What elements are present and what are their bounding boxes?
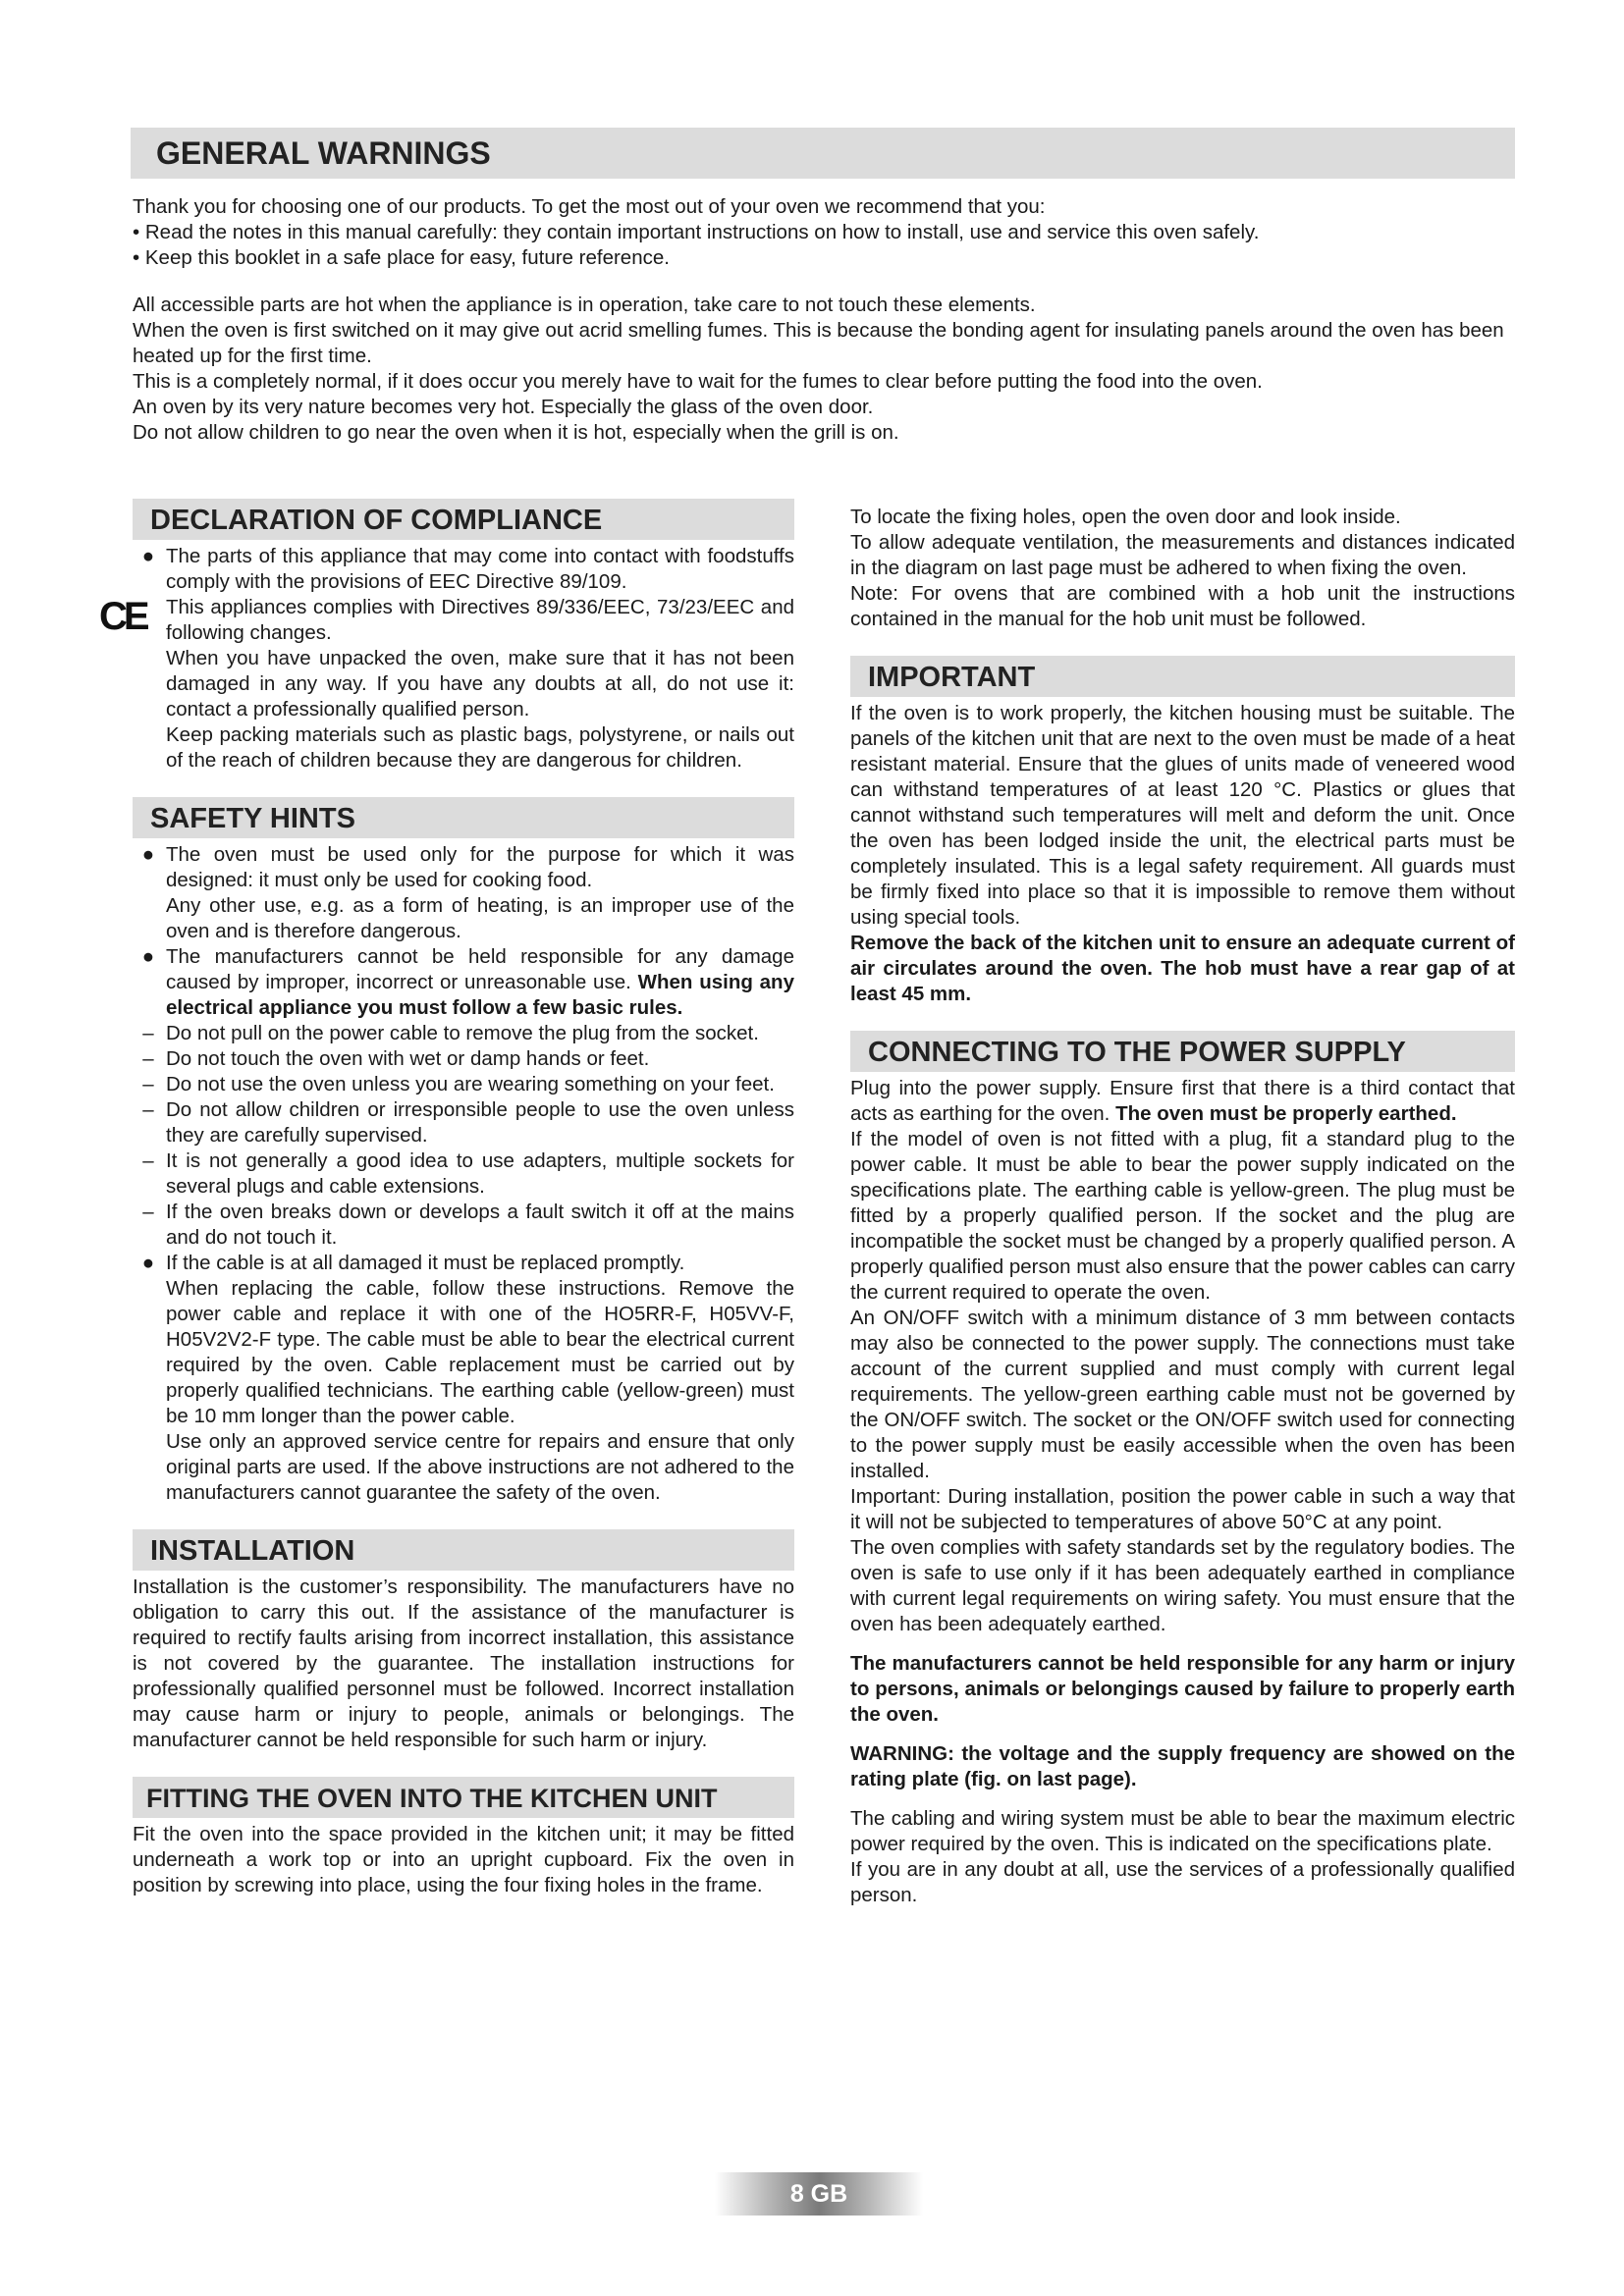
installation-section — [133, 1529, 794, 1753]
cable-text: When replacing the cable, follow these instructions. Remove the power cable and replace it with one of the HO5RR-F, H05VV-F, H05V2V2-F type. The cable must be able to bear the electrical current required by the oven. Cable replacement must be carried out by properly qualified technicians. The earthing cable (yellow-green) must be 10 mm longer than the power cable. — [166, 1277, 794, 1427]
safety-text: Any other use, e.g. as a form of heating, is an improper use of the oven and is therefore dangerous. — [166, 894, 794, 942]
safety-heading: SAFETY HINTS — [133, 797, 794, 838]
safety-rule: – Do not pull on the power cable to remove the plug from the socket. — [133, 1021, 794, 1046]
right-column — [850, 499, 1515, 1932]
important-text: If the oven is to work properly, the kitchen housing must be suitable. The panels of the kitchen unit that are next to the oven must be made of a heat resistant material. Ensure that the glues of units made of veneered wood can withstand temperatures of at least 120 °C. Plastics or glues that cannot withstand such temperatures will melt and deform the unit. Once the oven has been lodged inside the unit, the electrical parts must be completely insulated. This is a legal safety requirement. All guards must be firmly fixed into place so that it is impossible to remove them without using special tools. — [850, 702, 1515, 929]
compliance-section — [99, 499, 794, 774]
dash-icon: – — [142, 1073, 154, 1095]
cable-position-text: Important: During installation, position the power cable in such a way that it will not be subjected to temperatures of above 50°C at any point. — [850, 1485, 1515, 1533]
ventilation-text: To allow adequate ventilation, the measurements and distances indicated in the diagram on last page must be adhered to when fixing the oven. — [850, 531, 1515, 579]
compliance-bullet: ● The parts of this appliance that may come into contact with foodstuffs comply with the provisions of EEC Directive 89/109. — [133, 544, 794, 595]
fixing-text: To locate the fixing holes, open the oven door and look inside. — [850, 506, 1401, 528]
service-text: Use only an approved service centre for repairs and ensure that only original parts are used. If the above instructions are not adhered to the manufacturers cannot guarantee the safety of the oven. — [166, 1430, 794, 1504]
safety-section — [133, 797, 794, 1506]
bullet-icon: ● — [141, 945, 155, 968]
intro-bullet: • Keep this booklet in a safe place for easy, future reference. — [133, 246, 670, 269]
voltage-warning-text: WARNING: the voltage and the supply frequency are showed on the rating plate (fig. on last page). — [850, 1742, 1515, 1790]
ce-statement: CE This appliances complies with Directives 89/336/EEC, 73/23/EEC and following changes. — [99, 595, 794, 644]
warning-text: When the oven is first switched on it may give out acrid smelling fumes. This is because the bonding agent for insulating panels around the oven has been heated up for the first time. — [133, 319, 1504, 367]
ce-mark-icon: CE — [99, 595, 146, 638]
general-warnings-heading: GENERAL WARNINGS — [131, 128, 1515, 179]
safety-bullet: ● If the cable is at all damaged it must be replaced promptly. — [133, 1251, 794, 1276]
fitting-text: Fit the oven into the space provided in the kitchen unit; it may be fitted underneath a work top or into an upright cupboard. Fix the oven in position by screwing into place, using the four fixing holes in the frame. — [133, 1823, 794, 1896]
warning-text: This is a completely normal, if it does occur you merely have to wait for the fumes to clear before putting the food into the oven. — [133, 370, 1263, 393]
important-bold-text: Remove the back of the kitchen unit to ensure an adequate current of air circulates around the oven. The hob must have a rear gap of at least 45 mm. — [850, 932, 1515, 1005]
power-section — [850, 1031, 1515, 1908]
general-warnings-body — [133, 194, 1515, 446]
unpack-text: When you have unpacked the oven, make sure that it has not been damaged in any way. If you have any doubts at all, do not use it: contact a professionally qualified person. — [166, 647, 794, 721]
dash-icon: – — [142, 1149, 154, 1172]
warning-text: Do not allow children to go near the oven when it is hot, especially when the grill is on. — [133, 421, 899, 444]
safety-rule: – Do not allow children or irresponsible people to use the oven unless they are carefully supervised. — [133, 1097, 794, 1148]
installation-text: Installation is the customer’s responsibility. The manufacturers have no obligation to carry this out. If the assistance of the manufacturer is required to rectify faults arising from incorrect installation, this assistance is not covered by the guarantee. The installation instructions for professionally qualified personnel must be followed. Incorrect installation may cause harm or injury to people, animals or belongings. The manufacturer cannot be held responsible for such harm or injury. — [133, 1575, 794, 1751]
switch-text: An ON/OFF switch with a minimum distance of 3 mm between contacts may also be connected to the power supply. The connections must take account of the current supplied and must comply with current legal requirements. The yellow-green earthing cable must not be governed by the ON/OFF switch. The socket or the ON/OFF switch used for connecting to the power supply must be easily accessible when the oven has been installed. — [850, 1307, 1515, 1482]
power-heading: CONNECTING TO THE POWER SUPPLY — [850, 1031, 1515, 1072]
intro-bullet: • Read the notes in this manual carefully: they contain important instructions on how to install, use and service this oven safely. — [133, 221, 1260, 243]
safety-bullet: ● The manufacturers cannot be held responsible for any damage caused by improper, incorrect or unreasonable use. When using any electrical appliance you must follow a few basic rules. — [133, 944, 794, 1021]
doubt-text: If you are in any doubt at all, use the services of a professionally qualified person. — [850, 1858, 1515, 1906]
hob-note-text: Note: For ovens that are combined with a hob unit the instructions contained in the manual for the hob unit must be followed. — [850, 582, 1515, 630]
fitting-section — [133, 1777, 794, 1898]
bullet-icon: ● — [141, 843, 155, 866]
dash-icon: – — [142, 1047, 154, 1070]
safety-bullet: ● The oven must be used only for the purpose for which it was designed: it must only be used for cooking food. — [133, 842, 794, 893]
safety-rule: – If the oven breaks down or develops a fault switch it off at the mains and do not touch it. — [133, 1200, 794, 1251]
left-column — [99, 499, 794, 1922]
dash-icon: – — [142, 1098, 154, 1121]
bullet-icon: ● — [141, 1252, 155, 1274]
compliance-heading: DECLARATION OF COMPLIANCE — [133, 499, 794, 540]
intro-text: Thank you for choosing one of our products. To get the most out of your oven we recommend that you: — [133, 195, 1046, 218]
liability-text: The manufacturers cannot be held responsible for any harm or injury to persons, animals or belongings caused by failure to properly earth the oven. — [850, 1652, 1515, 1726]
safety-rule: – It is not generally a good idea to use adapters, multiple sockets for several plugs and cable extensions. — [133, 1148, 794, 1200]
important-heading: IMPORTANT — [850, 656, 1515, 697]
dash-icon: – — [142, 1022, 154, 1044]
fixing-section — [850, 505, 1515, 632]
dash-icon: – — [142, 1201, 154, 1223]
warning-text: All accessible parts are hot when the appliance is in operation, take care to not touch these elements. — [133, 294, 1036, 316]
standards-text: The oven complies with safety standards set by the regulatory bodies. The oven is safe to use only if it has been adequately earthed in compliance with current legal requirements on wiring safety. You must ensure that the oven has been adequately earthed. — [850, 1536, 1515, 1635]
fitting-heading: FITTING THE OVEN INTO THE KITCHEN UNIT — [133, 1777, 794, 1818]
power-text: Plug into the power supply. Ensure first that there is a third contact that acts as earthing for the oven. The oven must be properly earthed. — [850, 1077, 1515, 1125]
wiring-text: The cabling and wiring system must be able to bear the maximum electric power required by the oven. This is indicated on the specifications plate. — [850, 1807, 1515, 1855]
installation-heading: INSTALLATION — [133, 1529, 794, 1571]
bullet-icon: ● — [141, 545, 155, 567]
warning-text: An oven by its very nature becomes very hot. Especially the glass of the oven door. — [133, 396, 874, 418]
plug-text: If the model of oven is not fitted with a plug, fit a standard plug to the power cable. It must be able to bear the power supply indicated on the specifications plate. The earthing cable is yellow-green. The plug must be fitted by a properly qualified person. If the socket and the plug are incompatible the socket must be changed by a properly qualified person. A properly qualified person must also ensure that the power cables can carry the current required to operate the oven. — [850, 1128, 1515, 1304]
important-section — [850, 656, 1515, 1007]
page-number: 8 GB — [715, 2172, 923, 2216]
packing-text: Keep packing materials such as plastic bags, polystyrene, or nails out of the reach of children because they are dangerous for children. — [166, 723, 794, 772]
safety-rule: – Do not touch the oven with wet or damp hands or feet. — [133, 1046, 794, 1072]
safety-rule: – Do not use the oven unless you are wearing something on your feet. — [133, 1072, 794, 1097]
